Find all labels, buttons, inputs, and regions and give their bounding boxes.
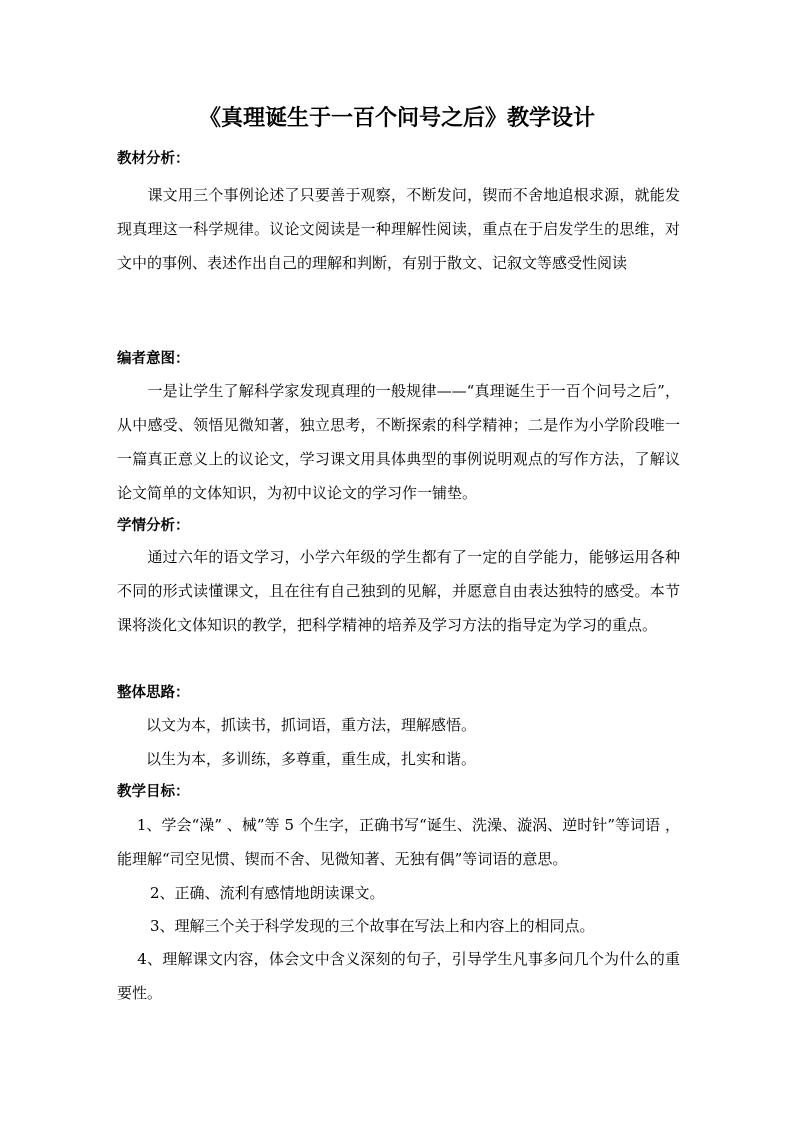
paragraph-student-analysis: 通过六年的语文学习，小学六年级的学生都有了一定的自学能力，能够运用各种不同的形式读懂课文，且在往有自己独到的见解，并愿意自由表达独特的感受。本节课将淡化文体知识的教学，把科学精神的培养及学习方法的指导定为学习的重点。 (117, 548, 680, 634)
document-title: 《真理诞生于一百个问号之后》教学设计 (198, 105, 595, 131)
heading-textbook-analysis: 教材分析： (117, 150, 190, 167)
goal-item-3: 3、理解三个关于科学发现的三个故事在写法上和内容上的相同点。 (150, 917, 595, 935)
heading-student-analysis: 学情分析： (117, 517, 190, 534)
goal-item-1: 1、学会“澡” 、械”等 5 个生字，正确书写“诞生、洗澡、漩涡、逆时针”等词语 ，能理解“司空见惯、锲而不舍、见微知著、无独有偶”等词语的意思。 (117, 816, 680, 868)
approach-line-2: 以生为本，多训练，多尊重，重生成，扎实和谐。 (146, 750, 477, 768)
heading-overall-approach: 整体思路： (117, 684, 190, 701)
paragraph-textbook-analysis: 课文用三个事例论述了只要善于观察，不断发问，锲而不舍地追根求源，就能发现真理这一科学规律。议论文阅读是一种理解性阅读，重点在于启发学生的思维，对文中的事例、表述作出自己的理解和判断，有别于散文、记叙文等感受性阅读 (117, 186, 680, 272)
heading-editor-intent: 编者意图： (117, 350, 190, 367)
approach-line-1: 以文为本，抓读书，抓词语，重方法，理解感悟。 (146, 716, 477, 734)
goal-item-4: 4、理解课文内容，体会文中含义深刻的句子，引导学生凡事多问几个为什么的重要性。 (117, 950, 680, 1002)
goal-item-2: 2、正确、流利有感情地朗读课文。 (150, 884, 385, 902)
paragraph-editor-intent: 一是让学生了解科学家发现真理的一般规律——“真理诞生于一百个问号之后”，从中感受、领悟见微知著，独立思考，不断探索的科学精神；二是作为小学阶段唯一一篇真正意义上的议论文，学习课文用具体典型的事例说明观点的写作方法，了解议论文简单的文体知识，为初中议论文的学习作一铺垫。 (117, 382, 680, 502)
heading-teaching-goals: 教学目标： (117, 783, 190, 800)
